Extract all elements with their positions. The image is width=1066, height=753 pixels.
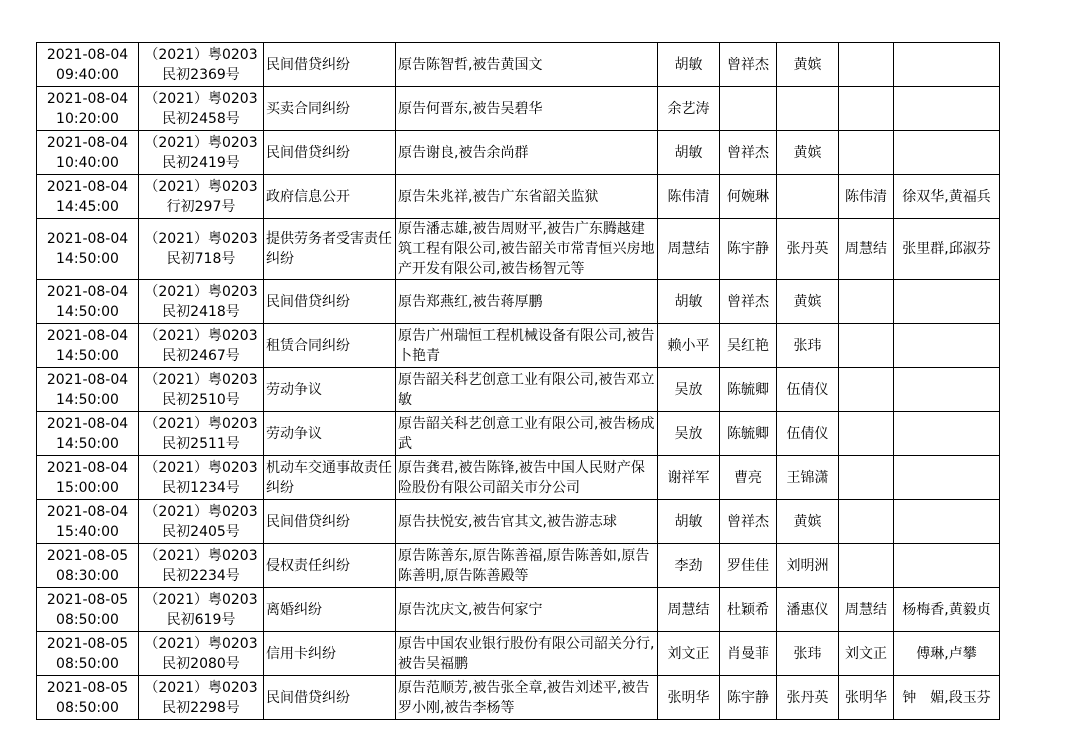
- judge-cell: 胡敏: [658, 131, 720, 175]
- hearing-time: 10:20:00: [56, 110, 119, 127]
- table-row: [37, 588, 1000, 632]
- case-number-cell: [139, 87, 264, 131]
- clerk-cell: 肖曼菲: [720, 632, 777, 676]
- presiding-judge-cell: [839, 131, 894, 175]
- hearing-date: 2021-08-04: [46, 134, 129, 151]
- clerk-cell: 曹亮: [720, 456, 777, 500]
- parties-cell: [396, 588, 658, 632]
- case-cause-cell: [264, 588, 396, 632]
- hearing-date: 2021-08-04: [46, 459, 129, 476]
- hearing-date: 2021-08-05: [46, 679, 129, 696]
- hearing-time: 15:40:00: [56, 523, 119, 540]
- parties-cell: [396, 412, 658, 456]
- case-number-suffix: 民初2234号: [162, 567, 240, 584]
- hearing-time: 14:50:00: [56, 435, 119, 452]
- panel-members-cell: [894, 324, 1000, 368]
- judge-cell: 张明华: [658, 676, 720, 720]
- presiding-judge-cell: [839, 368, 894, 412]
- case-cause-cell: [264, 500, 396, 544]
- case-number-prefix: （2021）粤0203: [144, 231, 258, 247]
- parties: 原告韶关科艺创意工业有限公司,被告邓立敏: [398, 371, 655, 408]
- case-cause-cell: [264, 131, 396, 175]
- judge-cell: 周慧结: [658, 588, 720, 632]
- presiding-judge-cell: [839, 43, 894, 87]
- case-number-prefix: （2021）粤0203: [144, 503, 258, 520]
- case-number-prefix: （2021）粤0203: [144, 547, 258, 564]
- case-number-cell: [139, 219, 264, 280]
- panel-members-cell: [894, 131, 1000, 175]
- table-row: [37, 131, 1000, 175]
- case-number-suffix: 民初2298号: [162, 699, 240, 716]
- assistant-cell: 伍倩仪: [777, 412, 839, 456]
- case-number-prefix: （2021）粤0203: [144, 459, 258, 476]
- case-cause: 民间借贷纠纷: [266, 144, 350, 161]
- parties: 原告陈智哲,被告黄国文: [398, 56, 543, 73]
- judge-cell: 胡敏: [658, 500, 720, 544]
- presiding-judge-cell: 张明华: [839, 676, 894, 720]
- case-number-suffix: 民初1234号: [162, 479, 240, 496]
- panel-members-cell: [894, 368, 1000, 412]
- assistant-cell: 黄嫔: [777, 500, 839, 544]
- case-number-cell: [139, 43, 264, 87]
- parties-cell: [396, 324, 658, 368]
- assistant-cell: 刘明洲: [777, 544, 839, 588]
- parties: 原告中国农业银行股份有限公司韶关分行,被告吴福鹏: [398, 635, 655, 672]
- clerk-cell: 陈毓卿: [720, 368, 777, 412]
- panel-members-cell: [894, 544, 1000, 588]
- hearing-date: 2021-08-05: [46, 547, 129, 564]
- hearing-datetime-cell: [37, 87, 139, 131]
- case-cause-cell: [264, 43, 396, 87]
- case-cause-cell: [264, 324, 396, 368]
- panel-members-cell: [894, 87, 1000, 131]
- case-number-prefix: （2021）粤0203: [144, 327, 258, 344]
- parties-cell: [396, 219, 658, 280]
- panel-members-cell: [894, 43, 1000, 87]
- hearing-datetime-cell: [37, 632, 139, 676]
- presiding-judge-cell: [839, 500, 894, 544]
- judge-cell: 陈伟清: [658, 175, 720, 219]
- presiding-judge-cell: [839, 87, 894, 131]
- table-row: [37, 412, 1000, 456]
- hearing-time: 09:40:00: [56, 66, 119, 83]
- presiding-judge-cell: [839, 456, 894, 500]
- case-number-cell: [139, 280, 264, 324]
- parties: 原告扶悦安,被告官其文,被告游志球: [398, 513, 617, 530]
- table-row: [37, 219, 1000, 280]
- panel-members-cell: 杨梅香,黄毅贞: [894, 588, 1000, 632]
- hearing-date: 2021-08-04: [46, 46, 129, 63]
- parties: 原告潘志雄,被告周财平,被告广东腾越建筑工程有限公司,被告韶关市常青恒兴房地产开发有限公司,被告杨智元等: [398, 221, 655, 277]
- parties: 原告朱兆祥,被告广东省韶关监狱: [398, 188, 599, 205]
- hearing-time: 14:50:00: [56, 347, 119, 364]
- hearing-date: 2021-08-05: [46, 591, 129, 608]
- clerk-cell: 杜颖希: [720, 588, 777, 632]
- case-number-prefix: （2021）粤0203: [144, 134, 258, 151]
- judge-cell: 周慧结: [658, 219, 720, 280]
- parties-cell: [396, 43, 658, 87]
- table-body: [37, 43, 1000, 720]
- parties-cell: [396, 131, 658, 175]
- case-cause: 机动车交通事故责任纠纷: [266, 459, 392, 496]
- parties: 原告沈庆文,被告何家宁: [398, 601, 543, 618]
- case-cause: 民间借贷纠纷: [266, 513, 350, 530]
- case-cause: 信用卡纠纷: [266, 645, 336, 662]
- hearing-date: 2021-08-04: [46, 327, 129, 344]
- parties: 原告范顺芳,被告张全章,被告刘述平,被告罗小刚,被告李杨等: [398, 679, 650, 716]
- clerk-cell: 罗佳佳: [720, 544, 777, 588]
- assistant-cell: [777, 175, 839, 219]
- hearing-datetime-cell: [37, 588, 139, 632]
- parties-cell: [396, 368, 658, 412]
- assistant-cell: [777, 87, 839, 131]
- table-row: [37, 368, 1000, 412]
- parties-cell: [396, 544, 658, 588]
- case-cause-cell: [264, 280, 396, 324]
- judge-cell: 胡敏: [658, 43, 720, 87]
- case-cause-cell: [264, 219, 396, 280]
- case-cause: 离婚纠纷: [266, 601, 322, 618]
- case-number-cell: [139, 324, 264, 368]
- table-row: [37, 676, 1000, 720]
- case-number-cell: [139, 632, 264, 676]
- case-cause-cell: [264, 544, 396, 588]
- clerk-cell: 吴红艳: [720, 324, 777, 368]
- hearing-datetime-cell: [37, 219, 139, 280]
- table-row: [37, 43, 1000, 87]
- hearing-date: 2021-08-04: [46, 371, 129, 388]
- panel-members-cell: 钟 媚,段玉芬: [894, 676, 1000, 720]
- hearing-time: 14:45:00: [56, 198, 119, 215]
- presiding-judge-cell: [839, 544, 894, 588]
- case-number-cell: [139, 456, 264, 500]
- hearing-datetime-cell: [37, 175, 139, 219]
- parties-cell: [396, 456, 658, 500]
- assistant-cell: 张玮: [777, 324, 839, 368]
- hearing-time: 08:50:00: [56, 699, 119, 716]
- hearing-date: 2021-08-04: [46, 178, 129, 195]
- hearing-datetime-cell: [37, 324, 139, 368]
- presiding-judge-cell: [839, 324, 894, 368]
- case-number-suffix: 民初2080号: [162, 655, 240, 672]
- assistant-cell: 黄嫔: [777, 131, 839, 175]
- hearing-datetime-cell: [37, 131, 139, 175]
- case-number-prefix: （2021）粤0203: [144, 679, 258, 696]
- panel-members-cell: 张里群,邱淑芬: [894, 219, 1000, 280]
- clerk-cell: 曾祥杰: [720, 131, 777, 175]
- table-row: [37, 456, 1000, 500]
- hearing-datetime-cell: [37, 500, 139, 544]
- table-row: [37, 324, 1000, 368]
- clerk-cell: [720, 87, 777, 131]
- assistant-cell: 张丹英: [777, 219, 839, 280]
- parties: 原告陈善东,原告陈善福,原告陈善如,原告陈善明,原告陈善殿等: [398, 547, 650, 584]
- hearing-time: 14:50:00: [56, 391, 119, 408]
- hearing-time: 14:50:00: [56, 303, 119, 320]
- parties-cell: [396, 500, 658, 544]
- case-number-cell: [139, 676, 264, 720]
- hearing-time: 15:00:00: [56, 479, 119, 496]
- assistant-cell: 张丹英: [777, 676, 839, 720]
- presiding-judge-cell: 周慧结: [839, 219, 894, 280]
- case-number-suffix: 民初2467号: [162, 347, 240, 364]
- parties: 原告龚君,被告陈锋,被告中国人民财产保险股份有限公司韶关市分公司: [398, 459, 645, 496]
- judge-cell: 刘文正: [658, 632, 720, 676]
- case-cause-cell: [264, 368, 396, 412]
- case-cause: 提供劳务者受害责任纠纷: [266, 231, 392, 267]
- case-number-prefix: （2021）粤0203: [144, 178, 258, 195]
- parties: 原告广州瑞恒工程机械设备有限公司,被告卜艳青: [398, 327, 655, 364]
- panel-members-cell: 徐双华,黄福兵: [894, 175, 1000, 219]
- hearing-date: 2021-08-05: [46, 635, 129, 652]
- assistant-cell: 王锦潇: [777, 456, 839, 500]
- hearing-time: 08:50:00: [56, 611, 119, 628]
- hearing-time: 14:50:00: [56, 251, 119, 267]
- assistant-cell: 张玮: [777, 632, 839, 676]
- parties: 原告何晋东,被告吴碧华: [398, 100, 543, 117]
- case-cause-cell: [264, 676, 396, 720]
- parties: 原告郑燕红,被告蒋厚鹏: [398, 293, 543, 310]
- case-cause-cell: [264, 456, 396, 500]
- case-cause-cell: [264, 175, 396, 219]
- parties-cell: [396, 280, 658, 324]
- table-row: [37, 632, 1000, 676]
- case-number-cell: [139, 588, 264, 632]
- clerk-cell: 陈毓卿: [720, 412, 777, 456]
- case-number-prefix: （2021）粤0203: [144, 591, 258, 608]
- hearing-date: 2021-08-04: [46, 90, 129, 107]
- table-row: [37, 500, 1000, 544]
- case-cause-cell: [264, 87, 396, 131]
- clerk-cell: 何婉琳: [720, 175, 777, 219]
- case-number-prefix: （2021）粤0203: [144, 371, 258, 388]
- hearing-date: 2021-08-04: [46, 231, 129, 247]
- case-number-suffix: 民初718号: [166, 251, 236, 267]
- clerk-cell: 曾祥杰: [720, 43, 777, 87]
- case-number-suffix: 行初297号: [166, 198, 236, 215]
- hearing-date: 2021-08-04: [46, 503, 129, 520]
- case-cause: 劳动争议: [266, 381, 322, 398]
- case-number-suffix: 民初2405号: [162, 523, 240, 540]
- panel-members-cell: [894, 412, 1000, 456]
- hearing-datetime-cell: [37, 280, 139, 324]
- case-number-suffix: 民初619号: [166, 611, 236, 628]
- case-number-suffix: 民初2418号: [162, 303, 240, 320]
- case-cause: 民间借贷纠纷: [266, 293, 350, 310]
- table-row: [37, 280, 1000, 324]
- judge-cell: 余艺涛: [658, 87, 720, 131]
- clerk-cell: 陈宇静: [720, 219, 777, 280]
- assistant-cell: 伍倩仪: [777, 368, 839, 412]
- case-number-cell: [139, 544, 264, 588]
- case-cause-cell: [264, 632, 396, 676]
- assistant-cell: 黄嫔: [777, 43, 839, 87]
- hearing-time: 10:40:00: [56, 154, 119, 171]
- hearing-date: 2021-08-04: [46, 415, 129, 432]
- case-cause: 买卖合同纠纷: [266, 100, 350, 117]
- case-number-prefix: （2021）粤0203: [144, 46, 258, 63]
- case-number-prefix: （2021）粤0203: [144, 283, 258, 300]
- parties-cell: [396, 87, 658, 131]
- case-number-suffix: 民初2419号: [162, 154, 240, 171]
- case-cause: 租赁合同纠纷: [266, 337, 350, 354]
- clerk-cell: 陈宇静: [720, 676, 777, 720]
- parties-cell: [396, 175, 658, 219]
- hearing-time: 08:50:00: [56, 655, 119, 672]
- presiding-judge-cell: [839, 412, 894, 456]
- table-row: [37, 544, 1000, 588]
- hearing-datetime-cell: [37, 368, 139, 412]
- case-number-cell: [139, 500, 264, 544]
- parties-cell: [396, 676, 658, 720]
- case-number-suffix: 民初2510号: [162, 391, 240, 408]
- judge-cell: 胡敏: [658, 280, 720, 324]
- hearing-datetime-cell: [37, 676, 139, 720]
- case-cause: 政府信息公开: [266, 188, 350, 205]
- case-cause: 劳动争议: [266, 425, 322, 442]
- panel-members-cell: [894, 280, 1000, 324]
- parties: 原告谢良,被告余尚群: [398, 144, 529, 161]
- presiding-judge-cell: 刘文正: [839, 632, 894, 676]
- hearing-datetime-cell: [37, 456, 139, 500]
- judge-cell: 谢祥军: [658, 456, 720, 500]
- assistant-cell: 黄嫔: [777, 280, 839, 324]
- judge-cell: 吴放: [658, 412, 720, 456]
- parties-cell: [396, 632, 658, 676]
- case-number-cell: [139, 412, 264, 456]
- panel-members-cell: [894, 500, 1000, 544]
- case-number-prefix: （2021）粤0203: [144, 90, 258, 107]
- table-row: [37, 87, 1000, 131]
- hearing-datetime-cell: [37, 412, 139, 456]
- case-number-suffix: 民初2511号: [162, 435, 240, 452]
- assistant-cell: 潘惠仪: [777, 588, 839, 632]
- panel-members-cell: 傅琳,卢攀: [894, 632, 1000, 676]
- case-cause: 民间借贷纠纷: [266, 689, 350, 706]
- case-number-prefix: （2021）粤0203: [144, 635, 258, 652]
- case-number-cell: [139, 175, 264, 219]
- case-number-cell: [139, 368, 264, 412]
- presiding-judge-cell: 周慧结: [839, 588, 894, 632]
- hearing-time: 08:30:00: [56, 567, 119, 584]
- hearing-date: 2021-08-04: [46, 283, 129, 300]
- presiding-judge-cell: 陈伟清: [839, 175, 894, 219]
- case-cause: 民间借贷纠纷: [266, 56, 350, 73]
- presiding-judge-cell: [839, 280, 894, 324]
- table-row: [37, 175, 1000, 219]
- case-number-prefix: （2021）粤0203: [144, 415, 258, 432]
- hearing-datetime-cell: [37, 544, 139, 588]
- case-number-cell: [139, 131, 264, 175]
- hearing-schedule-table: [36, 42, 1000, 720]
- judge-cell: 李劲: [658, 544, 720, 588]
- clerk-cell: 曾祥杰: [720, 280, 777, 324]
- case-number-suffix: 民初2369号: [162, 66, 240, 83]
- parties: 原告韶关科艺创意工业有限公司,被告杨成武: [398, 415, 655, 452]
- judge-cell: 赖小平: [658, 324, 720, 368]
- hearing-datetime-cell: [37, 43, 139, 87]
- case-number-suffix: 民初2458号: [162, 110, 240, 127]
- clerk-cell: 曾祥杰: [720, 500, 777, 544]
- case-cause: 侵权责任纠纷: [266, 557, 350, 574]
- case-cause-cell: [264, 412, 396, 456]
- panel-members-cell: [894, 456, 1000, 500]
- judge-cell: 吴放: [658, 368, 720, 412]
